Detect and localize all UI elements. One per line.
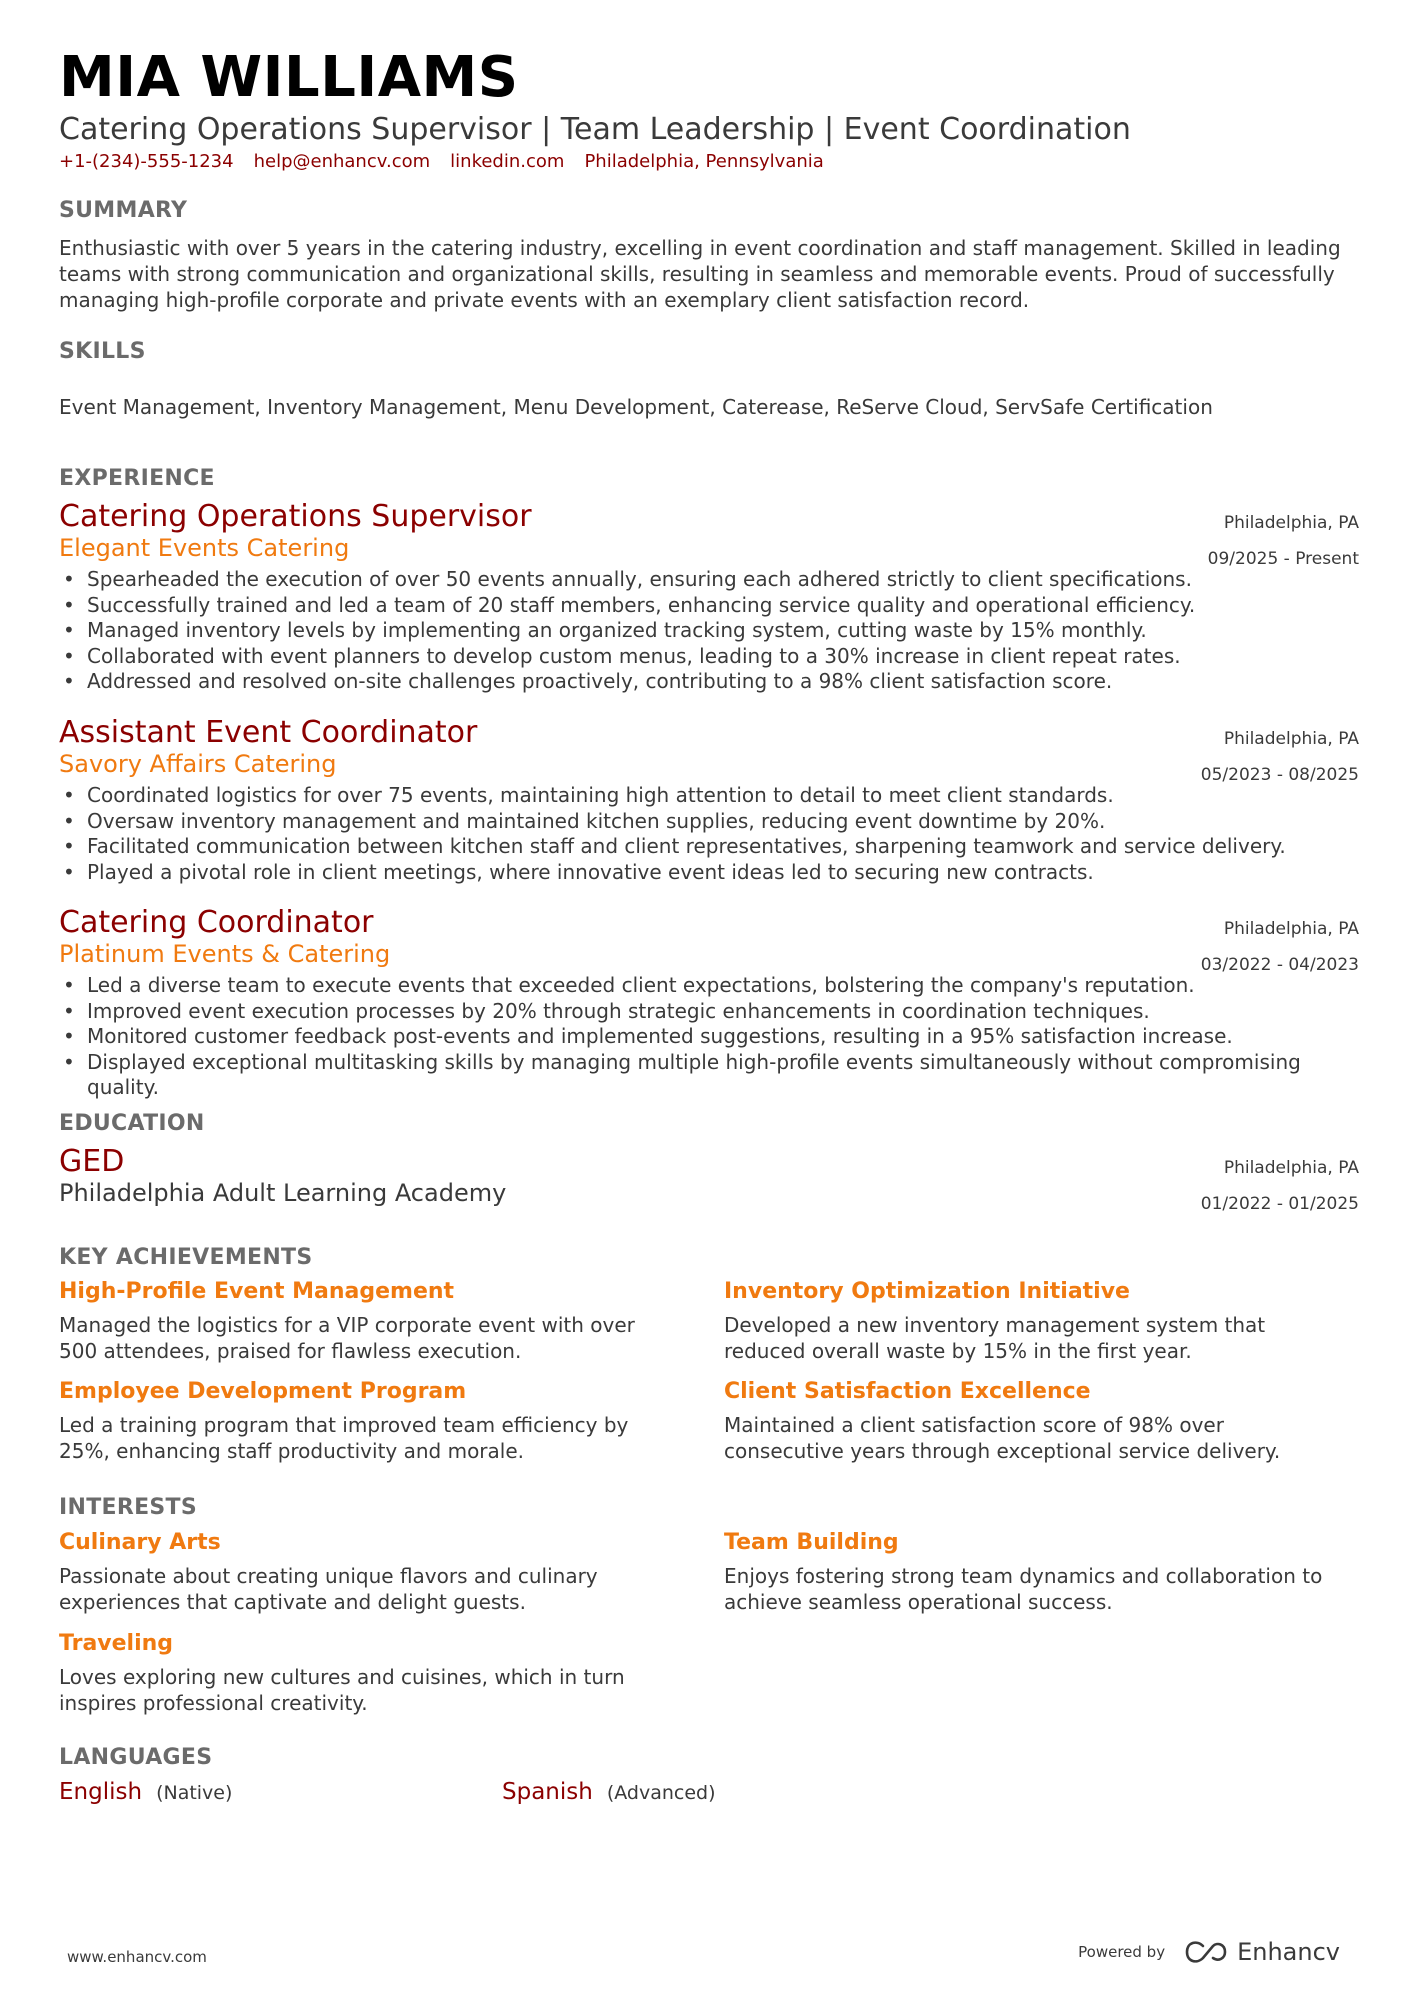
- bullet-item: • Addressed and resolved on-site challenges proactively, contributing to a 98% client satisfaction score.: [59, 669, 1359, 695]
- bullet-item: • Facilitated communication between kitchen staff and client representatives, sharpening teamwork and service delivery.: [59, 834, 1359, 860]
- language-level: (Advanced): [606, 1782, 716, 1804]
- education-meta: [1201, 1150, 1359, 1222]
- education-location: Philadelphia, PA: [1223, 1158, 1359, 1178]
- job-dates: 05/2023 - 08/2025: [1200, 765, 1359, 785]
- bullet-item: • Monitored customer feedback post-events and implemented suggestions, resulting in a 95% satisfaction increase.: [59, 1024, 1359, 1050]
- enhancv-wordmark: Enhancv: [1237, 1938, 1340, 1966]
- interest-item: [59, 1529, 679, 1615]
- achievement-title: High-Profile Event Management: [59, 1279, 455, 1304]
- summary-heading: SUMMARY: [59, 198, 188, 223]
- interest-title: Team Building: [724, 1530, 899, 1555]
- bullet-item: • Led a diverse team to execute events that exceeded client expectations, bolstering the company's reputation.: [59, 973, 1359, 999]
- job-bullets: [59, 973, 1359, 1101]
- skills-heading: SKILLS: [59, 339, 146, 364]
- language-item: [502, 1779, 716, 1805]
- bullet-item: • Managed inventory levels by implementing an organized tracking system, cutting waste by 15% monthly.: [59, 618, 1359, 644]
- contact-info: [59, 151, 824, 172]
- achievement-title: Client Satisfaction Excellence: [724, 1379, 1091, 1404]
- email-link[interactable]: help@enhancv.com: [253, 151, 431, 172]
- achievement-desc: Developed a new inventory management system that reduced overall waste by 15% in the first year.: [724, 1313, 1266, 1363]
- bullet-item: • Oversaw inventory management and maintained kitchen supplies, reducing event downtime by 20%.: [59, 809, 1359, 835]
- language-name: Spanish: [502, 1779, 593, 1805]
- interest-desc: Loves exploring new cultures and cuisines, which in turn inspires professional creativity.: [59, 1665, 625, 1715]
- location-text: Philadelphia, Pennsylvania: [584, 151, 824, 172]
- job-company: Platinum Events & Catering: [59, 940, 391, 968]
- achievement-desc: Managed the logistics for a VIP corporate event with over 500 attendees, praised for flawless execution.: [59, 1313, 635, 1363]
- phone-link[interactable]: +1-(234)-555-1234: [59, 151, 234, 172]
- bullet-item: • Coordinated logistics for over 75 events, maintaining high attention to detail to meet client standards.: [59, 783, 1359, 809]
- education-dates: 01/2022 - 01/2025: [1200, 1194, 1359, 1214]
- achievement-title: Inventory Optimization Initiative: [724, 1279, 1130, 1304]
- linkedin-link[interactable]: linkedin.com: [450, 151, 565, 172]
- job-title: Assistant Event Coordinator: [59, 715, 478, 750]
- skills-text: Event Management, Inventory Management, Menu Development, Caterease, ReServe Cloud, ServSafe Certification: [59, 395, 1213, 419]
- bullet-item: • Collaborated with event planners to develop custom menus, leading to a 30% increase in client repeat rates.: [59, 644, 1359, 670]
- candidate-name: MIA WILLIAMS: [59, 45, 519, 110]
- job-location: Philadelphia, PA: [1223, 919, 1359, 939]
- job-bullets: [59, 783, 1359, 885]
- language-name: English: [59, 1779, 143, 1805]
- interest-desc: Passionate about creating unique flavors and culinary experiences that captivate and delight guests.: [59, 1564, 598, 1614]
- footer-website-link[interactable]: www.enhancv.com: [67, 1948, 207, 1966]
- summary-text: Enthusiastic with over 5 years in the catering industry, excelling in event coordination and staff management. Skilled in leading teams with strong communication and organizational skills, resulting in seamless and memorable events. Proud of successfully managing high-profile corporate and private events with an exemplary client satisfaction record.: [59, 236, 1341, 312]
- education-heading: EDUCATION: [59, 1111, 205, 1136]
- job-company: Elegant Events Catering: [59, 534, 350, 562]
- languages-heading: LANGUAGES: [59, 1745, 213, 1770]
- experience-entry: [59, 905, 1359, 1101]
- achievement-item: [724, 1278, 1344, 1364]
- achievement-desc: Maintained a client satisfaction score of 98% over consecutive years through exceptional service delivery.: [724, 1413, 1281, 1463]
- job-dates: 03/2022 - 04/2023: [1200, 955, 1359, 975]
- achievement-item: [59, 1278, 679, 1364]
- achievement-desc: Led a training program that improved team efficiency by 25%, enhancing staff productivity and morale.: [59, 1413, 629, 1463]
- experience-entry: [59, 715, 1359, 885]
- job-location: Philadelphia, PA: [1223, 729, 1359, 749]
- job-bullets: [59, 567, 1359, 695]
- interest-title: Traveling: [59, 1631, 174, 1656]
- enhancv-logo-icon: [1183, 1940, 1229, 1964]
- education-entry: [59, 1144, 1359, 1214]
- footer-branding: [1078, 1938, 1340, 1966]
- job-title: Catering Coordinator: [59, 905, 374, 940]
- job-location: Philadelphia, PA: [1223, 513, 1359, 533]
- achievement-title: Employee Development Program: [59, 1379, 467, 1404]
- interest-item: [59, 1630, 679, 1716]
- experience-entry: [59, 499, 1359, 695]
- bullet-item: • Spearheaded the execution of over 50 events annually, ensuring each adhered strictly to client specifications.: [59, 567, 1359, 593]
- achievement-item: [59, 1378, 679, 1464]
- job-company: Savory Affairs Catering: [59, 750, 337, 778]
- bullet-item: • Successfully trained and led a team of 20 staff members, enhancing service quality and operational efficiency.: [59, 593, 1359, 619]
- school-name: Philadelphia Adult Learning Academy: [59, 1179, 507, 1207]
- job-dates: 09/2025 - Present: [1207, 549, 1359, 569]
- interest-title: Culinary Arts: [59, 1530, 221, 1555]
- interests-heading: INTERESTS: [59, 1495, 197, 1520]
- bullet-item: • Played a pivotal role in client meetings, where innovative event ideas led to securing new contracts.: [59, 860, 1359, 886]
- enhancv-logo[interactable]: [1183, 1938, 1340, 1966]
- interest-desc: Enjoys fostering strong team dynamics and collaboration to achieve seamless operational success.: [724, 1564, 1323, 1614]
- headline: Catering Operations Supervisor | Team Leadership | Event Coordination: [59, 112, 1131, 147]
- interest-item: [724, 1529, 1344, 1615]
- powered-by-label: Powered by: [1078, 1943, 1166, 1961]
- language-level: (Native): [156, 1782, 233, 1804]
- bullet-item: • Displayed exceptional multitasking skills by managing multiple high-profile events simultaneously without compromising quality.: [59, 1050, 1359, 1101]
- achievement-item: [724, 1378, 1344, 1464]
- language-item: [59, 1779, 232, 1805]
- experience-heading: EXPERIENCE: [59, 466, 215, 491]
- bullet-item: • Improved event execution processes by 20% through strategic enhancements in coordination techniques.: [59, 999, 1359, 1025]
- degree: GED: [59, 1144, 125, 1179]
- achievements-heading: KEY ACHIEVEMENTS: [59, 1245, 313, 1270]
- job-title: Catering Operations Supervisor: [59, 499, 532, 534]
